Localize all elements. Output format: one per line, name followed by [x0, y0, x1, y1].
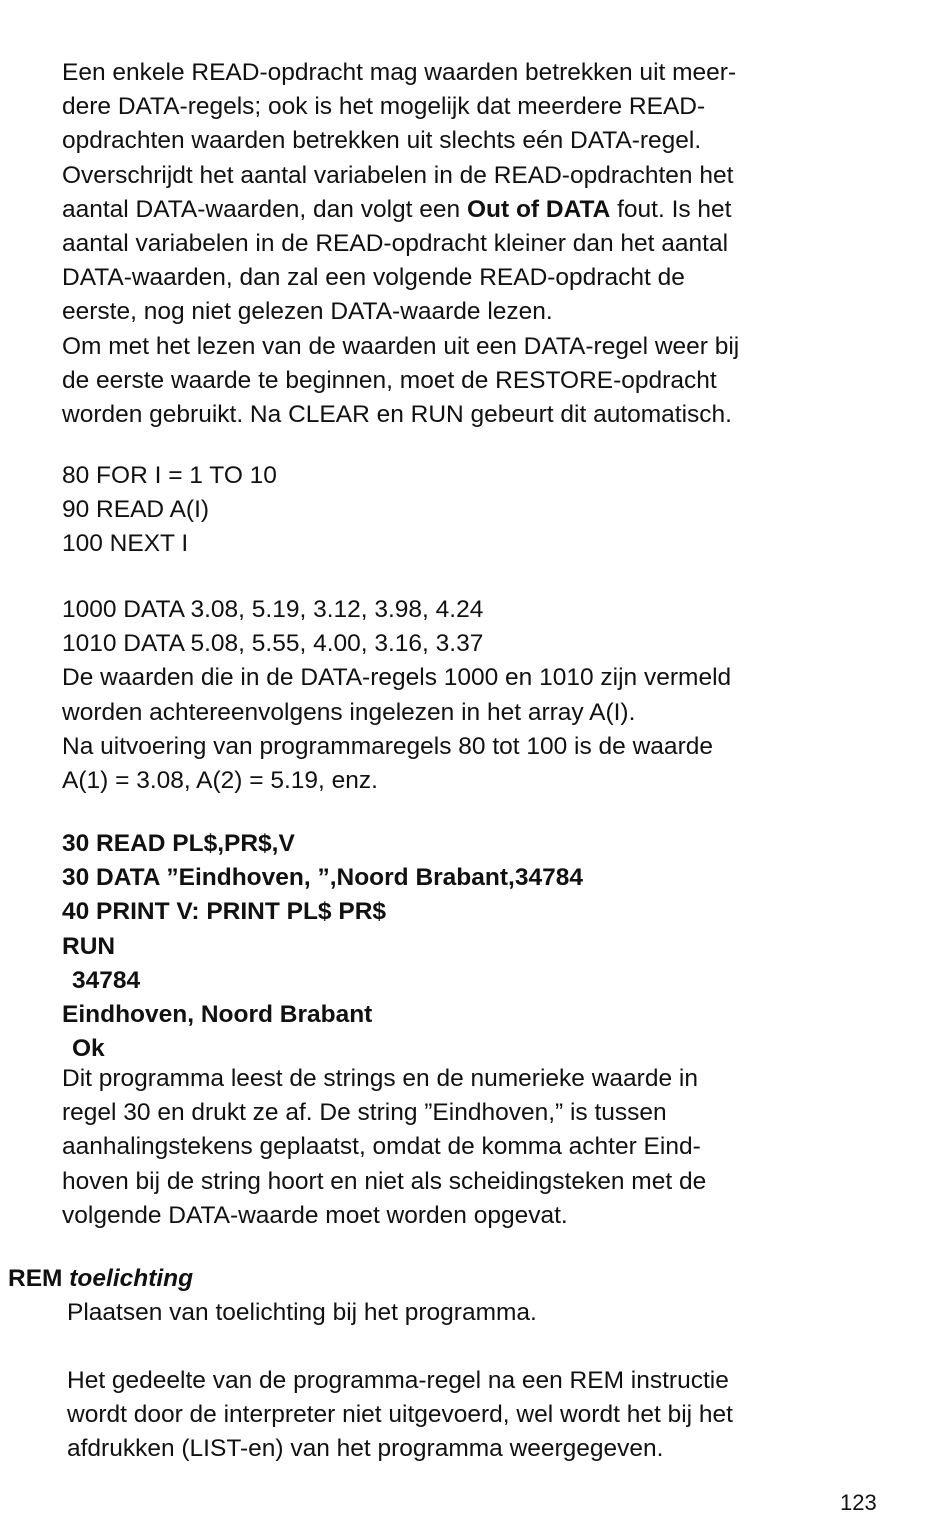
code-line: RUN	[62, 932, 116, 960]
intro-paragraph	[62, 56, 892, 432]
rem-description	[67, 1364, 897, 1467]
rem-section-heading	[8, 1262, 193, 1296]
text-fragment: fout. Is het	[610, 195, 732, 223]
code-line: 80 FOR I = 1 TO 10	[62, 462, 277, 489]
text-line: de eerste waarde te beginnen, moet de RESTORE-opdracht	[62, 366, 717, 394]
error-name: Out of DATA	[466, 195, 611, 223]
text-line: aanhalingstekens geplaatst, omdat de komma achter Eind-	[62, 1133, 701, 1161]
text-line: Het gedeelte van de programma-regel na een REM instructie	[67, 1367, 729, 1394]
text-fragment: aantal DATA-waarden, dan volgt een	[62, 195, 467, 223]
text-line	[62, 193, 892, 227]
text-line: eerste, nog niet gelezen DATA-waarde lezen.	[62, 298, 553, 326]
text-line: wordt door de interpreter niet uitgevoerd, wel wordt het bij het	[67, 1401, 733, 1429]
text-line: aantal variabelen in de READ-opdracht kleiner dan het aantal	[62, 230, 729, 258]
text-line: Plaatsen van toelichting bij het programma.	[67, 1299, 537, 1326]
text-line: Om met het lezen van de waarden uit een DATA-regel weer bij	[62, 332, 740, 360]
text-line: A(1) = 3.08, A(2) = 5.19, enz.	[62, 767, 378, 795]
code-line: 30 READ PL$,PR$,V	[62, 830, 295, 857]
output-line: Eindhoven, Noord Brabant	[62, 1001, 373, 1029]
text-line: Overschrijdt het aantal variabelen in de READ-opdrachten het	[62, 161, 734, 189]
output-line: 34784	[72, 966, 141, 994]
code-example-loop	[62, 459, 892, 562]
code-line: 30 DATA ”Eindhoven, ”,Noord Brabant,34784	[62, 864, 583, 892]
text-line: De waarden die in de DATA-regels 1000 en 1010 zijn vermeld	[62, 664, 732, 692]
code-line: 90 READ A(I)	[62, 496, 210, 524]
text-line: DATA-waarden, dan zal een volgende READ-opdracht de	[62, 264, 685, 292]
page-number: 123	[840, 1490, 877, 1515]
code-line: 1010 DATA 5.08, 5.55, 4.00, 3.16, 3.37	[62, 630, 484, 658]
output-line: Ok	[72, 1035, 105, 1063]
rem-summary	[67, 1296, 897, 1330]
code-example-data	[62, 593, 892, 798]
text-line: volgende DATA-waarde moet worden opgevat.	[62, 1201, 568, 1229]
code-line: 1000 DATA 3.08, 5.19, 3.12, 3.98, 4.24	[62, 596, 484, 623]
text-line: Een enkele READ-opdracht mag waarden betrekken uit meer-	[62, 59, 737, 86]
text-line: hoven bij de string hoort en niet als scheidingsteken met de	[62, 1167, 707, 1195]
text-line: afdrukken (LIST-en) van het programma weergegeven.	[67, 1435, 664, 1463]
text-line: opdrachten waarden betrekken uit slechts eén DATA-regel.	[62, 127, 702, 155]
text-line: worden gebruikt. Na CLEAR en RUN gebeurt dit automatisch.	[62, 401, 732, 429]
text-line: dere DATA-regels; ook is het mogelijk dat meerdere READ-	[62, 93, 706, 121]
text-line: regel 30 en drukt ze af. De string ”Eindhoven,” is tussen	[62, 1099, 667, 1127]
explanation-paragraph	[62, 1062, 892, 1233]
text-line: worden achtereenvolgens ingelezen in het array A(I).	[62, 698, 636, 726]
text-line: Na uitvoering van programmaregels 80 tot 100 is de waarde	[62, 732, 713, 760]
text-line: Dit programma leest de strings en de numerieke waarde in	[62, 1065, 698, 1092]
code-line: 40 PRINT V: PRINT PL$ PR$	[62, 898, 387, 926]
code-example-strings	[62, 827, 892, 1066]
rem-keyword: REM	[8, 1265, 63, 1292]
rem-argument: toelichting	[69, 1265, 194, 1292]
code-line: 100 NEXT I	[62, 530, 189, 558]
